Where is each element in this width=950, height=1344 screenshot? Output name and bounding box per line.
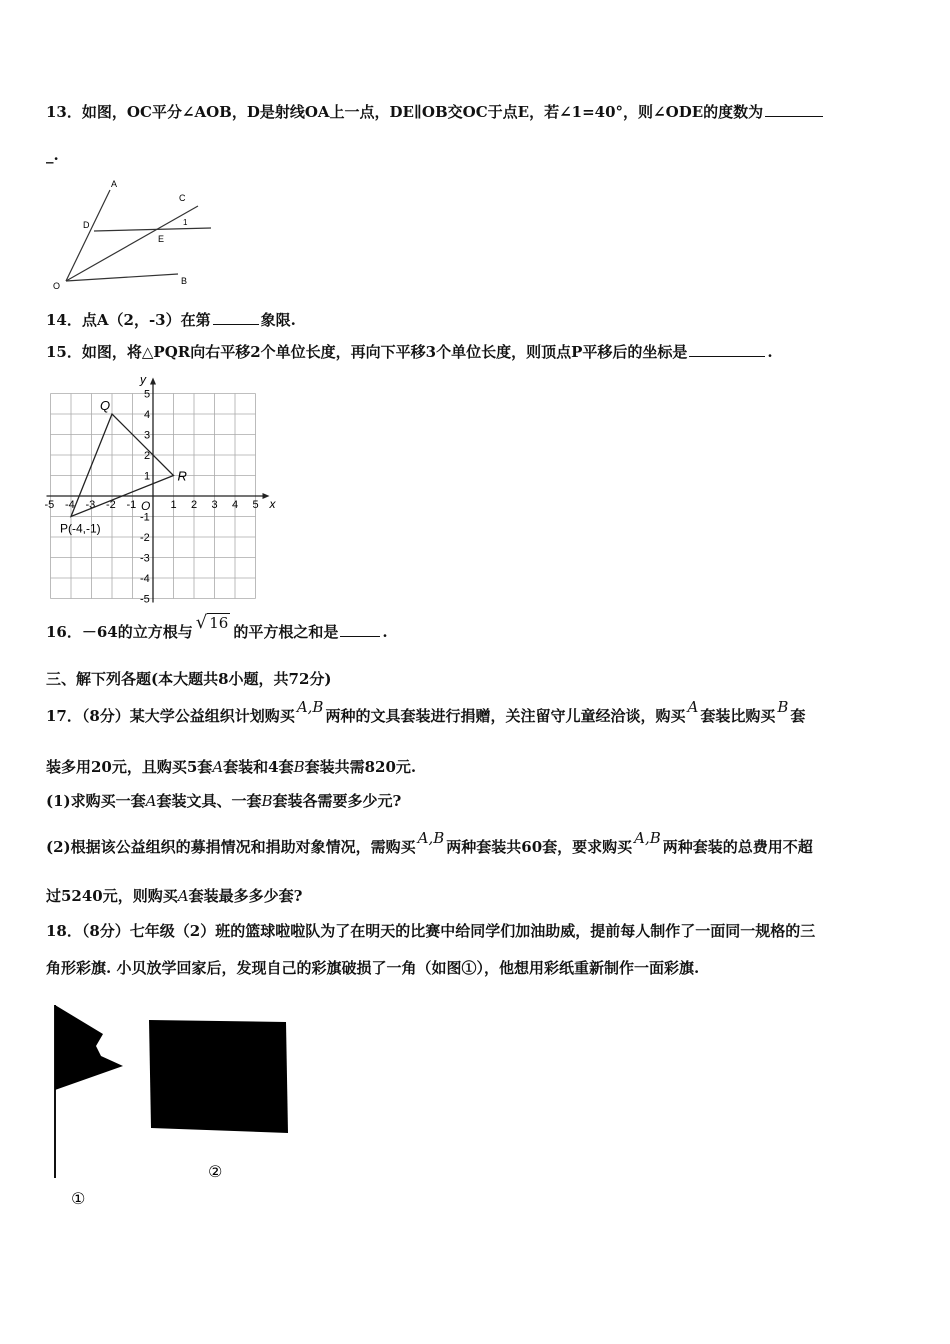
q17-l1b: 两种的文具套装进行捐赠，关注留守儿童经洽谈，购买: [325, 707, 686, 725]
q16-line: [46, 612, 388, 642]
x-tick-label: 4: [232, 499, 239, 511]
var-ab: A,B: [634, 829, 661, 847]
q18-line2: 角形彩旗. 小贝放学回家后，发现自己的彩旗破损了一角（如图①），他想用彩纸重新制作一面彩旗.: [46, 959, 700, 977]
q17-l1c: 套装比购买: [700, 707, 776, 725]
label-r: R: [177, 468, 187, 484]
q17-p2c: 两种套装的总费用不超: [662, 838, 813, 856]
figure-15-coordinate-grid: [40, 372, 280, 606]
q17-part2-line1: [46, 829, 813, 857]
q17-part2-line2: [46, 885, 302, 906]
q17-l2c: 套装共需820元.: [304, 758, 417, 776]
q15-blank[interactable]: [689, 342, 765, 357]
q15-line: [46, 341, 773, 362]
label-d: D: [83, 220, 90, 230]
q14-blank[interactable]: [213, 310, 259, 325]
tick-labels: [45, 389, 259, 606]
var-a: A: [212, 758, 224, 776]
q13-text: 13．如图，OC平分∠AOB，D是射线OA上一点，DE∥OB交OC于点E，若∠1=40°，则∠ODE的度数为: [46, 103, 764, 121]
axes: [44, 378, 270, 603]
x-tick-label: -1: [126, 499, 137, 511]
var-a: A: [145, 792, 157, 810]
q16-before: 16．－64的立方根与: [46, 623, 193, 641]
x-tick-label: -2: [106, 499, 116, 511]
q13-blank[interactable]: [765, 102, 823, 117]
q17-p2e: 套装最多多少套?: [188, 887, 303, 905]
x-tick-label: 1: [170, 499, 177, 511]
label-o: O: [53, 281, 61, 291]
var-a: A: [177, 887, 189, 905]
q16-blank[interactable]: [340, 622, 380, 637]
label-b: B: [181, 276, 188, 286]
q17-line2: [46, 756, 416, 777]
figure-18-flags: [48, 1000, 298, 1210]
q17-p1c: 套装各需要多少元?: [272, 792, 402, 810]
q14-after: 象限.: [260, 311, 296, 329]
x-axis-arrow: [263, 493, 270, 499]
label-x-axis: x: [269, 497, 276, 511]
x-tick-label: 5: [252, 499, 259, 511]
y-tick-label: -4: [140, 573, 150, 585]
figure-13-angle: [48, 176, 218, 296]
label-q: Q: [100, 398, 111, 413]
y-tick-label: 4: [144, 409, 151, 421]
q17-p1b: 套装文具、一套: [156, 792, 262, 810]
section-3-title: 三、解下列各题(本大题共8小题，共72分): [46, 670, 332, 688]
q15-text: 15．如图，将△PQR向右平移2个单位长度，再向下平移3个单位长度，则顶点P平移后的坐标是: [46, 343, 688, 361]
ray-ob: [66, 274, 178, 281]
label-e: E: [158, 234, 165, 244]
y-tick-label: 2: [144, 450, 151, 462]
flag-paper: [149, 1020, 288, 1133]
var-b: B: [261, 792, 273, 810]
q17-p2d: 过5240元，则购买: [46, 887, 178, 905]
q17-line1: [46, 698, 806, 726]
label-y-axis: y: [140, 372, 146, 387]
ray-oa: [66, 190, 110, 281]
var-b: B: [293, 758, 305, 776]
y-tick-label: 5: [144, 388, 151, 401]
label-angle-1: 1: [183, 218, 188, 227]
label-figure-1: ①: [71, 1191, 86, 1208]
q17-l2b: 套装和4套: [223, 758, 294, 776]
y-tick-label: 3: [144, 429, 151, 442]
q17-l1d: 套: [790, 707, 806, 725]
x-tick-label: -5: [44, 499, 55, 511]
q17-l1a: 17．（8分）某大学公益组织计划购买: [46, 707, 295, 725]
var-b: B: [777, 698, 789, 716]
y-tick-label: -3: [140, 552, 150, 565]
q13-line2: [46, 146, 59, 164]
segment-de: [94, 228, 211, 231]
torn-flag: [55, 1005, 123, 1090]
x-tick-label: -4: [65, 499, 75, 511]
q14-line: [46, 309, 296, 330]
q13-tail: _.: [46, 146, 59, 164]
y-tick-label: -2: [140, 532, 150, 544]
q17-l2a: 装多用20元，且购买5套: [46, 758, 213, 776]
x-tick-label: -3: [85, 499, 96, 511]
label-origin: O: [141, 499, 151, 513]
q17-p2b: 两种套装共60套，要求购买: [446, 838, 633, 856]
label-figure-2: ②: [208, 1164, 223, 1181]
x-tick-label: 3: [211, 499, 218, 511]
var-ab: A,B: [296, 698, 324, 716]
q17-p1a: (1)求购买一套: [46, 792, 146, 810]
q16-end: .: [382, 623, 388, 641]
y-tick-label: -1: [140, 511, 150, 524]
y-tick-label: 1: [144, 470, 151, 483]
label-c: C: [179, 193, 186, 203]
q13-line1: [46, 101, 825, 122]
q16-after: 的平方根之和是: [233, 623, 339, 641]
y-tick-label: -5: [140, 593, 150, 606]
var-ab: A,B: [417, 829, 445, 847]
q18-line1: 18．（8分）七年级（2）班的篮球啦啦队为了在明天的比赛中给同学们加油助威，提前每人制作了一面同一规格的三: [46, 922, 816, 940]
q14-before: 14．点A（2，-3）在第: [46, 311, 211, 329]
q15-end: .: [767, 343, 773, 361]
q17-p2a: (2)根据该公益组织的募捐情况和捐助对象情况，需购买: [46, 838, 416, 856]
label-a: A: [111, 179, 118, 189]
label-p-coordinates: P(-4,-1): [60, 521, 101, 536]
y-axis-arrow: [150, 378, 156, 385]
var-a: A: [687, 698, 699, 716]
q17-part1: [46, 790, 401, 811]
sqrt-16: √ 16: [195, 612, 229, 633]
ray-oc: [66, 206, 198, 281]
x-tick-label: 2: [191, 499, 198, 511]
